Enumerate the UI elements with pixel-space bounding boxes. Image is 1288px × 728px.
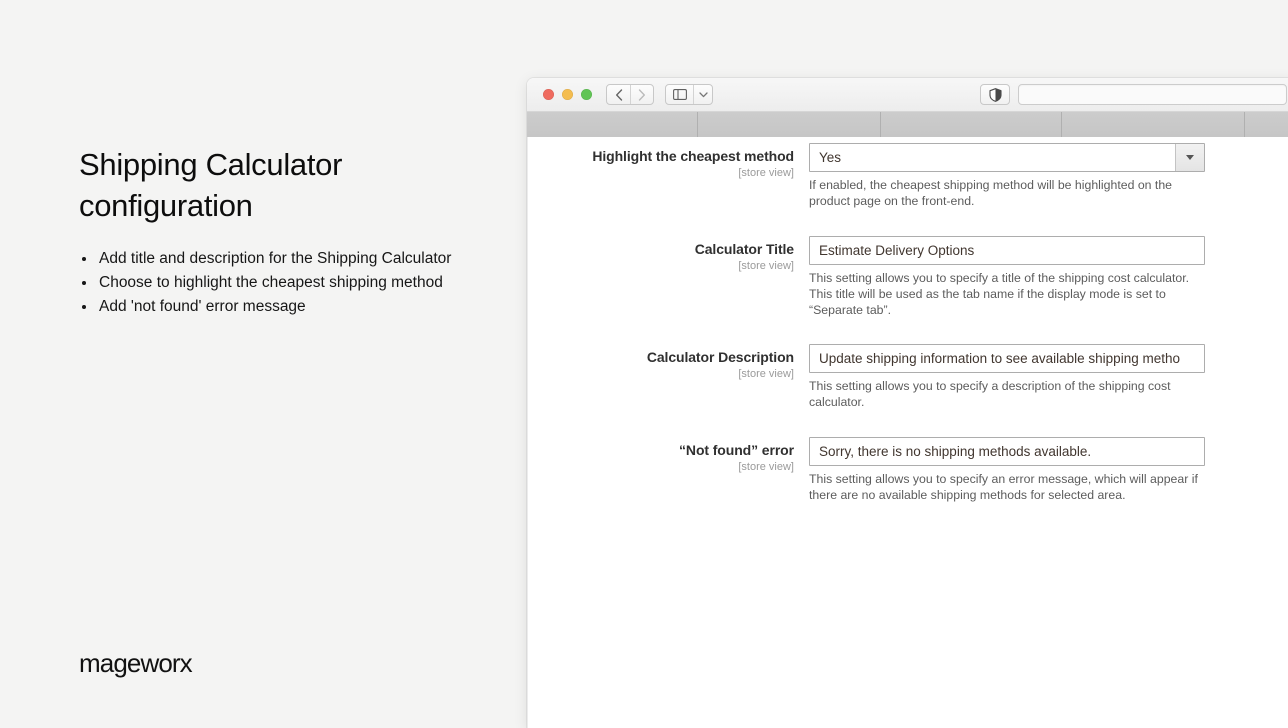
chevron-right-icon: [638, 89, 646, 101]
address-bar[interactable]: [1018, 84, 1287, 105]
select-value: Yes: [819, 150, 842, 165]
field-help-text: This setting allows you to specify a title of the shipping cost calculator. This title will be used as the tab name if the display mode is set to “Separate tab”.: [809, 271, 1190, 317]
field-row: [528, 437, 1288, 504]
field-label: “Not found” error: [679, 442, 794, 458]
browser-tab-bar: [527, 112, 1288, 137]
field-label-group: [528, 236, 809, 318]
browser-tab[interactable]: [527, 112, 698, 137]
page-title: Shipping Calculator configuration: [79, 147, 343, 223]
calculator-title-input[interactable]: Estimate Delivery Options: [809, 236, 1205, 265]
field-scope: [store view]: [738, 368, 794, 380]
field-help-text: This setting allows you to specify an error message, which will appear if there are no available shipping methods for selected area.: [809, 472, 1198, 502]
sidebar-button-group: [665, 84, 713, 105]
calculator-description-input[interactable]: Update shipping information to see available shipping metho: [809, 344, 1205, 373]
sidebar-icon: [673, 89, 687, 100]
browser-window: [527, 78, 1288, 728]
navigation-button-group: [606, 84, 654, 105]
field-control: [809, 437, 1288, 504]
field-row: [528, 344, 1288, 411]
browser-tab[interactable]: [698, 112, 881, 137]
field-help-text: This setting allows you to specify a description of the shipping cost calculator.: [809, 379, 1171, 409]
sidebar-options-button[interactable]: [693, 85, 712, 104]
field-label-group: [528, 344, 809, 411]
caret-down-icon: [1186, 155, 1194, 160]
chevron-down-icon: [699, 92, 708, 98]
forward-button[interactable]: [630, 85, 653, 104]
slide-bullet-list: [80, 247, 480, 319]
field-control: [809, 236, 1288, 318]
chevron-left-icon: [615, 89, 623, 101]
field-scope: [store view]: [738, 461, 794, 473]
field-help-text: If enabled, the cheapest shipping method will be highlighted on the product page on the front-end.: [809, 178, 1173, 208]
page-content: [527, 137, 1288, 728]
browser-titlebar: [527, 78, 1288, 112]
field-row: [528, 143, 1288, 210]
minimize-window-button[interactable]: [562, 89, 573, 100]
close-window-button[interactable]: [543, 89, 554, 100]
field-label: Calculator Description: [646, 349, 794, 365]
list-item: Choose to highlight the cheapest shipping method: [80, 271, 480, 295]
field-label: Highlight the cheapest method: [592, 148, 794, 164]
list-item: Add 'not found' error message: [80, 295, 480, 319]
browser-tab[interactable]: [1062, 112, 1245, 137]
browser-tab[interactable]: [1245, 112, 1288, 137]
select-arrow-button[interactable]: [1175, 144, 1204, 171]
field-scope: [store view]: [738, 260, 794, 272]
field-label-group: [528, 143, 809, 210]
highlight-cheapest-method-select[interactable]: [809, 143, 1205, 172]
list-item: Add title and description for the Shipping Calculator: [80, 247, 480, 271]
privacy-report-button[interactable]: [980, 84, 1010, 105]
field-control: [809, 344, 1288, 411]
field-scope: [store view]: [738, 167, 794, 179]
mageworx-logo: mageworx: [79, 648, 192, 678]
toggle-sidebar-button[interactable]: [666, 85, 693, 104]
shield-icon: [989, 88, 1002, 102]
field-control: [809, 143, 1288, 210]
field-label: Calculator Title: [694, 241, 794, 257]
back-button[interactable]: [607, 85, 630, 104]
slide-left-panel: [0, 0, 527, 728]
browser-tab[interactable]: [881, 112, 1062, 137]
field-label-group: [528, 437, 809, 504]
not-found-error-input[interactable]: Sorry, there is no shipping methods available.: [809, 437, 1205, 466]
zoom-window-button[interactable]: [581, 89, 592, 100]
field-row: [528, 236, 1288, 318]
window-traffic-lights: [543, 89, 592, 100]
